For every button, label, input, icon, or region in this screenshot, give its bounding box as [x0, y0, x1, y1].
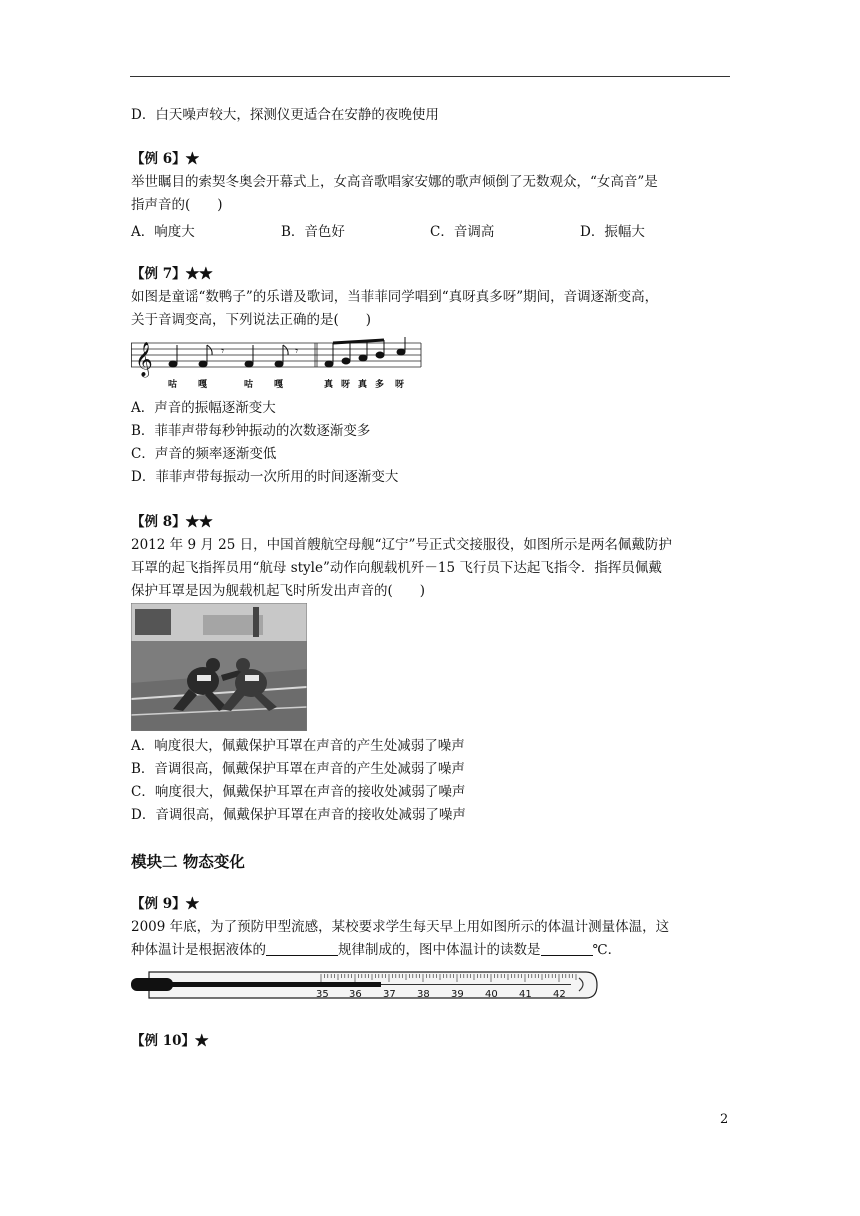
answer-blank [266, 941, 338, 956]
carrier-deck-photo [131, 603, 307, 731]
header-rule [130, 76, 730, 77]
lyric: 咕 [244, 380, 254, 390]
ex9-stem-line2 [131, 939, 621, 961]
lyric: 咕 [168, 380, 178, 390]
ex7-option-b: B．菲菲声带每秒钟振动的次数逐渐变多 [131, 423, 371, 439]
ex6-option-a: A．响度大 [131, 224, 195, 240]
scale-label: 38 [417, 989, 430, 1000]
ex9-label: 【例 9】★ [131, 896, 200, 912]
ex6-label: 【例 6】★ [131, 151, 200, 167]
ex6-option-b: B．音色好 [281, 224, 345, 240]
ex8-label: 【例 8】★★ [131, 514, 213, 530]
music-score-figure [131, 337, 423, 395]
ex9-stem-line1: 2009 年底，为了预防甲型流感，某校要求学生每天早上用如图所示的体温计测量体温，这 [131, 919, 670, 935]
svg-text:𝄾: 𝄾 [221, 344, 225, 358]
ex10-label: 【例 10】★ [131, 1033, 209, 1049]
lyric: 真 [358, 380, 368, 390]
page-number: 2 [720, 1112, 729, 1127]
lyric: 嘎 [274, 380, 284, 390]
lyric: 呀 [341, 380, 351, 390]
thermometer-figure [131, 966, 601, 1004]
ex6-stem-line2: 指声音的( ) [131, 197, 223, 213]
ex8-stem-line2: 耳罩的起飞指挥员用“航母 style”动作向舰载机歼－15 飞行员下达起飞指令．指挥员佩戴 [131, 560, 662, 576]
scale-label: 39 [451, 989, 464, 1000]
ex7-stem-line2: 关于音调变高，下列说法正确的是( ) [131, 312, 372, 328]
ex7-option-d: D．菲菲声带每振动一次所用的时间逐渐变大 [131, 469, 399, 485]
scale-label: 40 [485, 989, 498, 1000]
ex8-stem-line1: 2012 年 9 月 25 日，中国首艘航空母舰“辽宁”号正式交接服役，如图所示是两名佩戴防护 [131, 537, 672, 553]
ex9-text-c: ℃． [592, 942, 622, 958]
ex6-option-c: C．音调高 [430, 224, 495, 240]
lyric: 呀 [395, 380, 405, 390]
svg-text:𝄾: 𝄾 [295, 344, 299, 358]
ex7-label: 【例 7】★★ [131, 266, 213, 282]
ex7-stem-line1: 如图是童谣“数鸭子”的乐谱及歌词，当菲菲同学唱到“真呀真多呀”期间，音调逐渐变高， [131, 289, 659, 305]
scale-label: 37 [383, 989, 396, 1000]
ex6-stem-line1: 举世瞩目的索契冬奥会开幕式上，女高音歌唱家安娜的歌声倾倒了无数观众，“女高音”是 [131, 174, 658, 190]
scale-label: 36 [349, 989, 362, 1000]
ex7-option-a: A．声音的振幅逐渐变大 [131, 400, 276, 416]
ex5-option-d: D．白天噪声较大，探测仪更适合在安静的夜晚使用 [131, 107, 439, 123]
ex7-option-c: C．声音的频率逐渐变低 [131, 446, 277, 462]
ex9-text-a: 种体温计是根据液体的 [131, 942, 266, 958]
ex8-option-c: C．响度很大，佩戴保护耳罩在声音的接收处减弱了噪声 [131, 784, 466, 800]
treble-clef-icon: 𝄞 [135, 342, 153, 377]
scale-label: 41 [519, 989, 532, 1000]
lyric: 真 [324, 380, 334, 390]
ex8-option-a: A．响度很大，佩戴保护耳罩在声音的产生处减弱了噪声 [131, 738, 465, 754]
answer-blank [541, 941, 593, 956]
ex8-option-d: D．音调很高，佩戴保护耳罩在声音的接收处减弱了噪声 [131, 807, 466, 823]
ex6-option-d: D．振幅大 [580, 224, 645, 240]
ex8-stem-line3: 保护耳罩是因为舰载机起飞时所发出声音的( ) [131, 583, 426, 599]
scale-label: 42 [553, 989, 566, 1000]
ex9-text-b: 规律制成的，图中体温计的读数是 [338, 942, 541, 958]
scale-label: 35 [316, 989, 329, 1000]
ex8-option-b: B．音调很高，佩戴保护耳罩在声音的产生处减弱了噪声 [131, 761, 465, 777]
lyric: 嘎 [198, 380, 208, 390]
module-heading: 模块二 物态变化 [131, 852, 245, 871]
lyric: 多 [375, 380, 385, 390]
